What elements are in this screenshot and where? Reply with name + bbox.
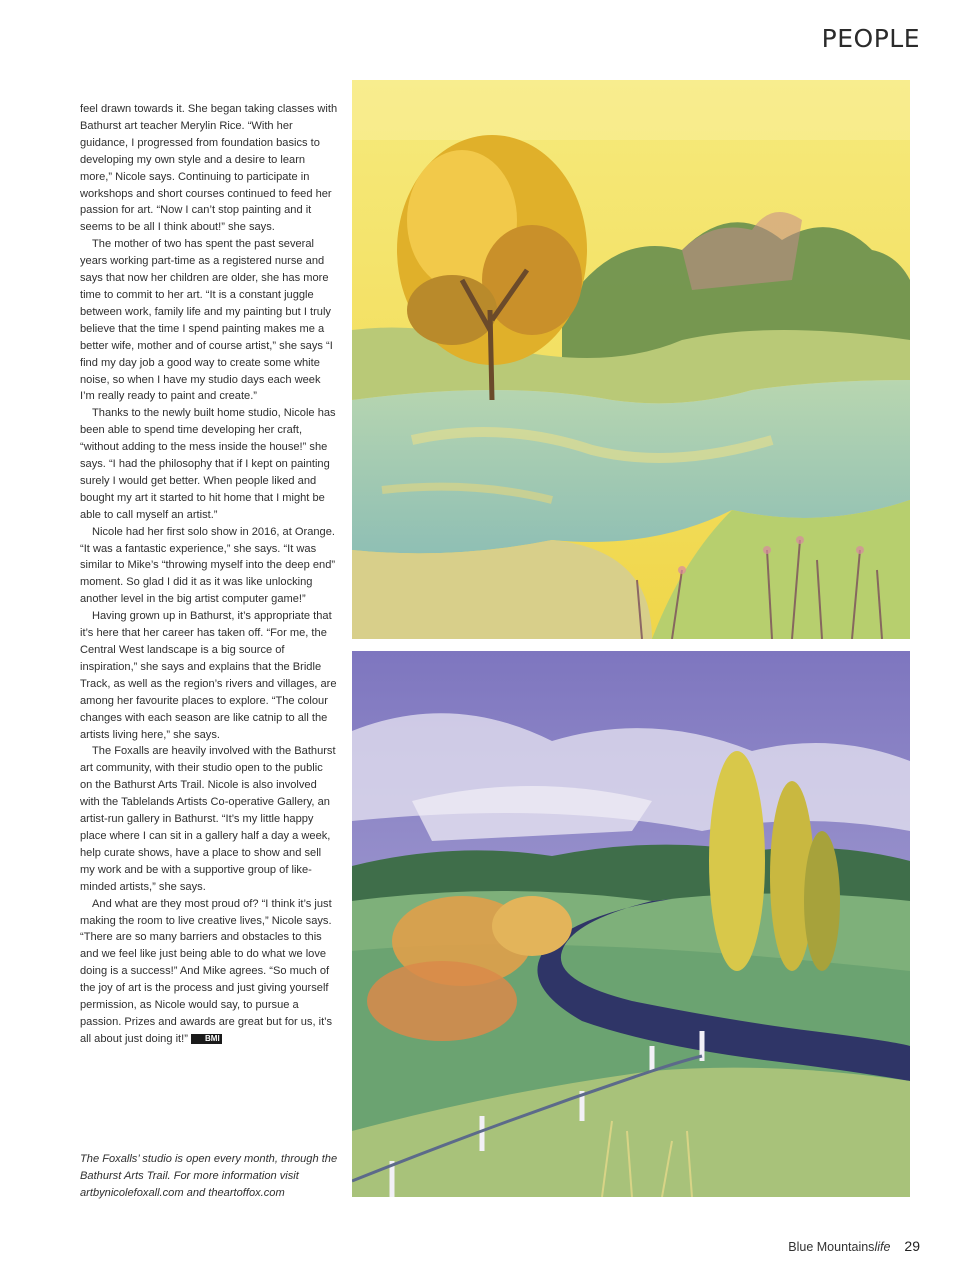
studio-caption <box>80 1151 342 1202</box>
end-mark: BMl <box>191 1034 222 1044</box>
magazine-name-suffix: life <box>874 1240 891 1254</box>
painting-country-road-art <box>352 651 910 1197</box>
article-paragraph-text: And what are they most proud of? “I think it’s just making the room to live creative lives,” Nicole says. “There are so many barriers and obstacles to this and we feel like just being able to do what we love doing is a success!” And Mike agrees. “So much of the joy of art is the process and just giving yourself permission, as Nicole would say, to pursue a passion. Prizes and awards are great but for us, it’s all about just doing it!” <box>80 897 332 1045</box>
magazine-name-main: Blue Mountains <box>788 1240 875 1254</box>
painting-country-road <box>352 651 910 1197</box>
painting-river-landscape <box>352 80 910 639</box>
article-paragraph: Thanks to the newly built home studio, Nicole has been able to spend time developing her craft, “without adding to the mess inside the house!” she says. “I had the philosophy that if I kept on painting surely I would get better. When people liked and bought my art it started to hit home that I might be able to call myself an artist.” <box>80 407 336 521</box>
page-number: 29 <box>904 1238 920 1254</box>
article-paragraph: The Foxalls are heavily involved with the Bathurst art community, with their studio open to the public on the Bathurst Arts Trail. Nicole is also involved with the Tablelands Artists Co-operative Gallery, an artist-run gallery in Bathurst. “It’s my little happy place where I can sit in a gallery half a day a week, help curate shows, have a place to show and sell my work and be with a supportive group of like-minded artists,” she says. <box>80 745 336 893</box>
caption-text: The Foxalls’ studio is open every month, through the Bathurst Arts Trail. For more information visit artbynicolefoxall.com and theartoffox.com <box>80 1153 338 1199</box>
poplar-tree <box>709 751 765 971</box>
painting-river-landscape-art <box>352 80 910 639</box>
page-footer <box>788 1238 920 1254</box>
article-paragraph-final <box>80 896 338 1048</box>
article-body <box>80 101 338 1048</box>
article-paragraph: Nicole had her first solo show in 2016, at Orange. “It was a fantastic experience,” she says. “It was similar to Mike’s “throwing myself into the deep end” moment. So glad I did it as it was like unlocking another level in the big artist computer game!” <box>80 525 336 606</box>
article-paragraph: The mother of two has spent the past several years working part-time as a registered nurse and says that now her children are older, she has more time to commit to her art. “It is a constant juggle between work, family life and my painting but I truly believe that the time I spend painting makes me a better wife, mother and of course artist,” she says “I find my day job a good way to create some white noise, so when I have my studio days each week I’m really ready to paint and create.” <box>80 238 333 403</box>
magazine-name <box>788 1240 890 1254</box>
article-paragraph: feel drawn towards it. She began taking classes with Bathurst art teacher Merylin Rice. “With her guidance, I progressed from foundation basics to developing my own style and a desire to learn more,” Nicole says. Continuing to participate in workshops and short courses continued to feed her passion for art. “Now I can’t stop painting and it seems to be all I think about!” she says. <box>80 103 338 234</box>
section-label: PEOPLE <box>821 24 920 53</box>
article-paragraph: Having grown up in Bathurst, it’s appropriate that it’s here that her career has taken off. “For me, the Central West landscape is a big source of inspiration,” she says and explains that the Bridle Track, as well as the region’s rivers and villages, are among her favourite places to explore. “The colour changes with each season are like catnip to all the artists living here,” she says. <box>80 610 337 741</box>
